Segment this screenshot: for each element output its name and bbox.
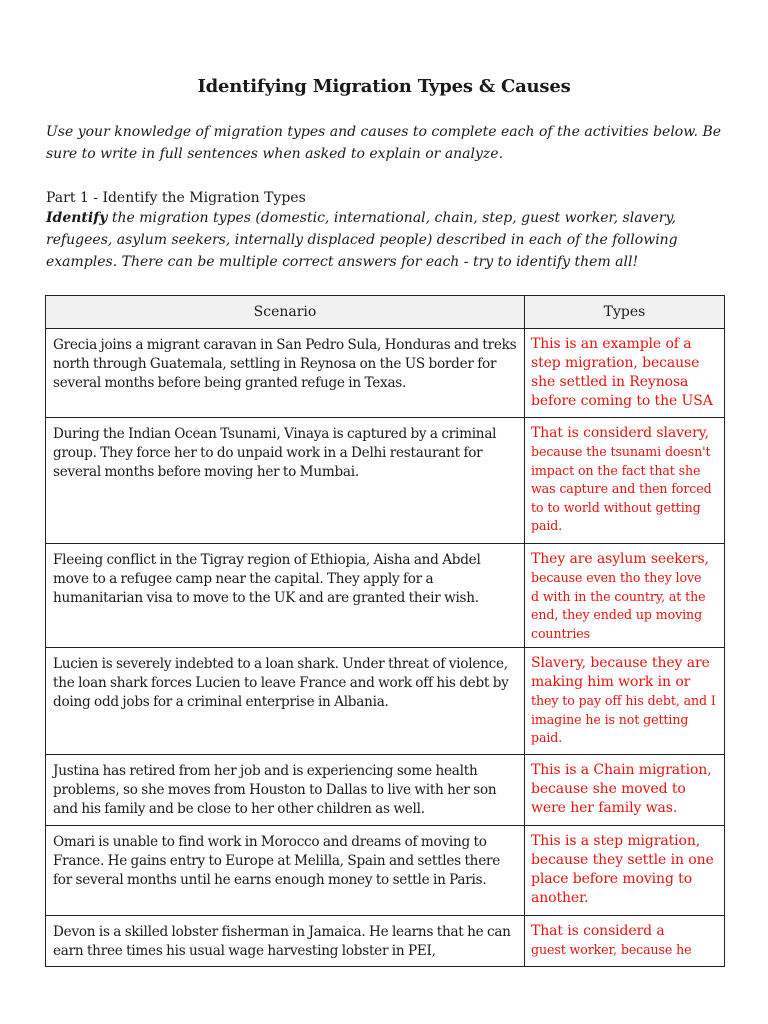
scenario-text: Omari is unable to find work in Morocco and dreams of moving to France. He gains entry to Europe at Melilla, Spain and settles there for several months until he earns enough money to settle in Paris. xyxy=(53,834,501,888)
scenario-text: Justina has retired from her job and is experiencing some health problems, so she moves from Houston to Dallas to live with her son and his family and be close to her other children as well. xyxy=(53,763,497,817)
scenario-cell xyxy=(46,755,525,826)
scenario-text: Grecia joins a migrant caravan in San Pedro Sula, Honduras and treks north through Guatemala, settling in Reynosa on the US border for several months before being granted refuge in Texas. xyxy=(53,337,517,391)
scenario-text: Devon is a skilled lobster fisherman in Jamaica. He learns that he can earn three times his usual wage harvesting lobster in PEI, xyxy=(53,924,511,959)
answer-line: impact on the fact that she xyxy=(531,462,701,478)
answer-line: They are asylum seekers, xyxy=(531,551,709,567)
header-scenario: Scenario xyxy=(46,296,525,329)
answer-line: end, they ended up moving xyxy=(531,607,703,622)
table-row xyxy=(46,826,725,916)
part-1-description xyxy=(46,207,726,273)
answer-text xyxy=(525,826,724,908)
answer-line: imagine he is not getting xyxy=(531,711,689,727)
answer-line: This is an example of a xyxy=(531,336,692,352)
answer-line: countries xyxy=(531,625,590,641)
answer-text xyxy=(525,755,724,818)
header-types: Types xyxy=(525,296,725,329)
answer-line: because even tho they love xyxy=(531,570,702,585)
scenario-text: Lucien is severely indebted to a loan shark. Under threat of violence, the loan shark forces Lucien to leave France and work off his debt by doing odd jobs for a criminal enterprise in Albania. xyxy=(53,656,509,710)
answer-text xyxy=(525,916,724,960)
answer-line: because she moved to xyxy=(531,781,686,797)
answer-line: another. xyxy=(531,890,589,906)
page-title: Identifying Migration Types & Causes xyxy=(197,76,571,97)
answer-line: That is considerd a xyxy=(531,923,665,939)
scenario-cell xyxy=(46,648,525,755)
answer-cell[interactable] xyxy=(525,755,725,826)
answer-text xyxy=(525,544,724,643)
answer-line: This is a step migration, xyxy=(531,833,701,849)
part-1-lead: Identify xyxy=(46,210,108,226)
answer-text xyxy=(525,418,724,536)
answer-cell[interactable] xyxy=(525,418,725,544)
answer-line: was capture and then forced xyxy=(531,481,712,496)
scenario-text: During the Indian Ocean Tsunami, Vinaya is captured by a criminal group. They force her to do unpaid work in a Delhi restaurant for several months before moving her to Mumbai. xyxy=(53,426,497,480)
answer-line: because they settle in one xyxy=(531,852,714,868)
answer-line: d with in the country, at the xyxy=(531,588,706,604)
table-row xyxy=(46,418,725,544)
answer-line: place before moving to xyxy=(531,871,693,887)
scenario-cell xyxy=(46,418,525,544)
answer-line: were her family was. xyxy=(531,800,678,816)
answer-text xyxy=(525,329,724,411)
answer-cell[interactable] xyxy=(525,916,725,967)
table-row xyxy=(46,916,725,967)
scenario-cell xyxy=(46,544,525,648)
answer-line: before coming to the USA xyxy=(531,393,713,409)
table-row xyxy=(46,755,725,826)
scenario-cell xyxy=(46,329,525,418)
scenario-text: Fleeing conflict in the Tigray region of Ethiopia, Aisha and Abdel move to a refugee camp near the capital. They apply for a humanitarian visa to move to the UK and are granted their wish. xyxy=(53,552,481,606)
answer-cell[interactable] xyxy=(525,544,725,648)
answer-line: guest worker, because he xyxy=(531,942,692,957)
part-1-heading: Part 1 - Identify the Migration Types xyxy=(46,190,306,206)
answer-cell[interactable] xyxy=(525,648,725,755)
answer-cell[interactable] xyxy=(525,826,725,916)
answer-line: because the tsunami doesn't xyxy=(531,444,711,459)
migration-table xyxy=(45,295,725,967)
answer-line: paid. xyxy=(531,518,563,533)
answer-line: That is considerd slavery, xyxy=(531,425,709,441)
scenario-cell xyxy=(46,826,525,916)
answer-text xyxy=(525,648,724,748)
part-1-desc-text: the migration types (domestic, international, chain, step, guest worker, slavery, refugees, asylum seekers, internally displaced people) described in each of the following examples. There can be multiple correct answers for each - try to identify them all! xyxy=(46,210,678,270)
answer-line: step migration, because xyxy=(531,355,700,371)
answer-line: to to world without getting xyxy=(531,499,701,515)
scenario-cell xyxy=(46,916,525,967)
table-header-row xyxy=(46,296,725,329)
table-row xyxy=(46,648,725,755)
table-row xyxy=(46,544,725,648)
answer-line: paid. xyxy=(531,730,563,745)
answer-line: making him work in or xyxy=(531,674,691,690)
table-row xyxy=(46,329,725,418)
answer-line: she settled in Reynosa xyxy=(531,374,689,390)
answer-line: This is a Chain migration, xyxy=(531,762,712,778)
answer-cell[interactable] xyxy=(525,329,725,418)
instructions: Use your knowledge of migration types and causes to complete each of the activities below. Be sure to write in full sentences when asked to explain or analyze. xyxy=(46,124,722,162)
answer-line: they to pay off his debt, and I xyxy=(531,693,716,708)
answer-line: Slavery, because they are xyxy=(531,655,710,671)
